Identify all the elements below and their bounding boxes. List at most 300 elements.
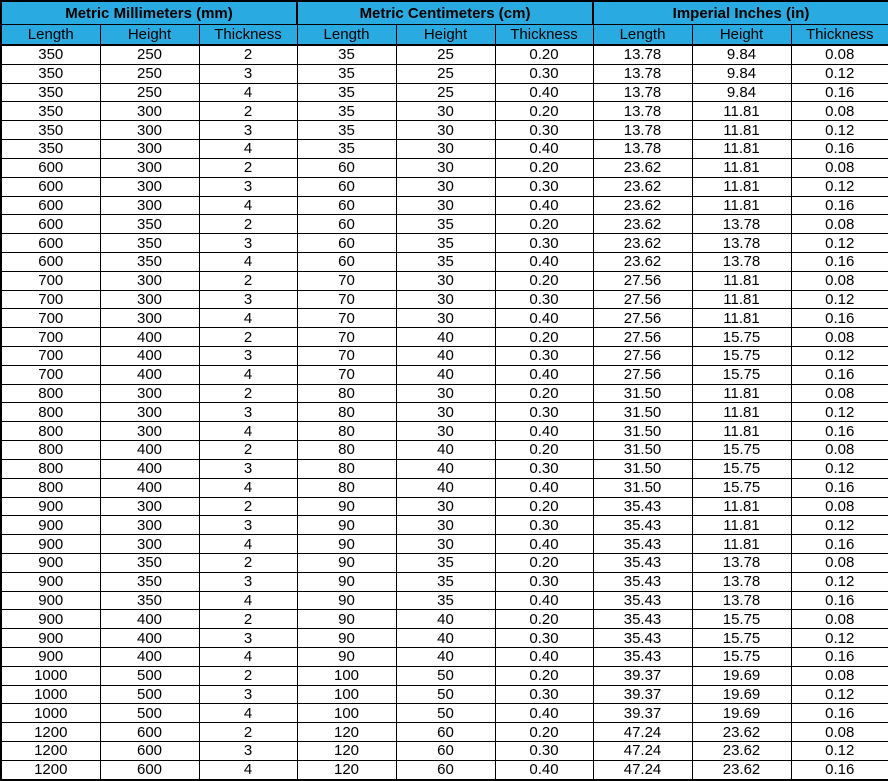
cell: 0.40	[495, 422, 593, 441]
cell: 30	[396, 102, 495, 121]
cell: 0.20	[495, 158, 593, 177]
table-row	[1, 704, 888, 723]
table-row	[1, 760, 888, 780]
cell: 2	[199, 441, 297, 460]
cell: 70	[297, 347, 396, 366]
cell: 9.84	[692, 83, 791, 102]
cell: 3	[199, 64, 297, 83]
table-row	[1, 45, 888, 64]
cell: 350	[1, 140, 100, 159]
cell: 900	[1, 553, 100, 572]
table-row	[1, 158, 888, 177]
table-row	[1, 83, 888, 102]
cell: 15.75	[692, 347, 791, 366]
cell: 0.08	[791, 610, 888, 629]
cell: 35	[396, 234, 495, 253]
cell: 30	[396, 290, 495, 309]
cell: 40	[396, 441, 495, 460]
cell: 1200	[1, 742, 100, 761]
cell: 300	[100, 196, 199, 215]
cell: 400	[100, 648, 199, 667]
cell: 300	[100, 403, 199, 422]
table-row	[1, 459, 888, 478]
cell: 900	[1, 516, 100, 535]
cell: 9.84	[692, 45, 791, 64]
cell: 27.56	[593, 365, 692, 384]
cell: 30	[396, 158, 495, 177]
cell: 30	[396, 535, 495, 554]
cell: 31.50	[593, 478, 692, 497]
cell: 0.40	[495, 591, 593, 610]
cell: 0.12	[791, 403, 888, 422]
cell: 0.12	[791, 685, 888, 704]
cell: 0.40	[495, 83, 593, 102]
cell: 0.20	[495, 723, 593, 742]
cell: 0.08	[791, 328, 888, 347]
cell: 23.62	[593, 196, 692, 215]
cell: 120	[297, 742, 396, 761]
cell: 80	[297, 384, 396, 403]
cell: 400	[100, 629, 199, 648]
cell: 700	[1, 271, 100, 290]
cell: 90	[297, 610, 396, 629]
cell: 23.62	[692, 723, 791, 742]
cell: 0.16	[791, 535, 888, 554]
cell: 2	[199, 158, 297, 177]
cell: 350	[100, 591, 199, 610]
cell: 4	[199, 478, 297, 497]
cell: 0.40	[495, 140, 593, 159]
cell: 0.30	[495, 516, 593, 535]
cell: 300	[100, 309, 199, 328]
cell: 0.08	[791, 45, 888, 64]
cell: 0.16	[791, 365, 888, 384]
cell: 2	[199, 666, 297, 685]
column-header-mm-thickness: Thickness	[199, 25, 297, 46]
table-row	[1, 666, 888, 685]
cell: 0.12	[791, 629, 888, 648]
cell: 0.08	[791, 666, 888, 685]
cell: 900	[1, 591, 100, 610]
cell: 13.78	[692, 572, 791, 591]
table-row	[1, 648, 888, 667]
cell: 300	[100, 422, 199, 441]
cell: 30	[396, 140, 495, 159]
cell: 70	[297, 271, 396, 290]
column-header-in-length: Length	[593, 25, 692, 46]
cell: 0.20	[495, 497, 593, 516]
cell: 4	[199, 83, 297, 102]
cell: 35	[297, 83, 396, 102]
cell: 13.78	[692, 234, 791, 253]
cell: 30	[396, 403, 495, 422]
cell: 60	[297, 158, 396, 177]
cell: 0.20	[495, 553, 593, 572]
table-row	[1, 121, 888, 140]
cell: 0.40	[495, 309, 593, 328]
cell: 13.78	[593, 102, 692, 121]
cell: 700	[1, 365, 100, 384]
cell: 13.78	[692, 591, 791, 610]
cell: 60	[297, 196, 396, 215]
cell: 350	[1, 83, 100, 102]
cell: 300	[100, 121, 199, 140]
table-row	[1, 742, 888, 761]
cell: 0.20	[495, 102, 593, 121]
cell: 2	[199, 328, 297, 347]
cell: 27.56	[593, 309, 692, 328]
cell: 3	[199, 572, 297, 591]
table-row	[1, 553, 888, 572]
cell: 4	[199, 535, 297, 554]
cell: 1200	[1, 723, 100, 742]
column-header-cm-thickness: Thickness	[495, 25, 593, 46]
cell: 0.08	[791, 441, 888, 460]
cell: 350	[1, 45, 100, 64]
table-row	[1, 177, 888, 196]
cell: 0.12	[791, 459, 888, 478]
section-title-in: Imperial Inches (in)	[593, 1, 888, 25]
cell: 350	[1, 64, 100, 83]
cell: 0.08	[791, 723, 888, 742]
cell: 350	[100, 234, 199, 253]
cell: 47.24	[593, 723, 692, 742]
cell: 11.81	[692, 384, 791, 403]
table-row	[1, 591, 888, 610]
cell: 0.40	[495, 535, 593, 554]
table-row	[1, 252, 888, 271]
cell: 0.12	[791, 177, 888, 196]
cell: 70	[297, 328, 396, 347]
cell: 900	[1, 648, 100, 667]
table-row	[1, 140, 888, 159]
table-row	[1, 215, 888, 234]
cell: 90	[297, 591, 396, 610]
cell: 0.12	[791, 290, 888, 309]
cell: 90	[297, 648, 396, 667]
cell: 35	[396, 553, 495, 572]
cell: 800	[1, 459, 100, 478]
cell: 3	[199, 177, 297, 196]
cell: 90	[297, 553, 396, 572]
cell: 4	[199, 591, 297, 610]
table-row	[1, 234, 888, 253]
cell: 0.12	[791, 64, 888, 83]
table-row	[1, 384, 888, 403]
cell: 700	[1, 328, 100, 347]
cell: 2	[199, 497, 297, 516]
cell: 600	[100, 723, 199, 742]
table-row	[1, 685, 888, 704]
cell: 3	[199, 403, 297, 422]
cell: 4	[199, 309, 297, 328]
cell: 11.81	[692, 102, 791, 121]
cell: 800	[1, 403, 100, 422]
table-row	[1, 347, 888, 366]
cell: 13.78	[692, 553, 791, 572]
cell: 4	[199, 648, 297, 667]
cell: 50	[396, 704, 495, 723]
cell: 300	[100, 497, 199, 516]
cell: 4	[199, 704, 297, 723]
cell: 31.50	[593, 403, 692, 422]
cell: 35	[396, 572, 495, 591]
column-header-row	[1, 25, 888, 46]
table-row	[1, 309, 888, 328]
cell: 600	[100, 742, 199, 761]
cell: 11.81	[692, 158, 791, 177]
cell: 35.43	[593, 648, 692, 667]
cell: 350	[100, 215, 199, 234]
cell: 0.16	[791, 140, 888, 159]
cell: 19.69	[692, 704, 791, 723]
cell: 40	[396, 610, 495, 629]
cell: 23.62	[593, 158, 692, 177]
cell: 35.43	[593, 591, 692, 610]
cell: 0.30	[495, 347, 593, 366]
table-row	[1, 610, 888, 629]
cell: 800	[1, 441, 100, 460]
cell: 300	[100, 271, 199, 290]
cell: 3	[199, 347, 297, 366]
cell: 25	[396, 64, 495, 83]
cell: 3	[199, 290, 297, 309]
cell: 1000	[1, 685, 100, 704]
cell: 0.30	[495, 234, 593, 253]
cell: 0.30	[495, 290, 593, 309]
cell: 40	[396, 328, 495, 347]
cell: 0.16	[791, 478, 888, 497]
cell: 9.84	[692, 64, 791, 83]
table-row	[1, 403, 888, 422]
cell: 0.16	[791, 704, 888, 723]
cell: 40	[396, 347, 495, 366]
cell: 300	[100, 516, 199, 535]
cell: 80	[297, 441, 396, 460]
cell: 31.50	[593, 422, 692, 441]
cell: 35	[396, 215, 495, 234]
cell: 60	[396, 742, 495, 761]
cell: 30	[396, 271, 495, 290]
cell: 47.24	[593, 760, 692, 780]
cell: 400	[100, 610, 199, 629]
cell: 400	[100, 459, 199, 478]
cell: 0.08	[791, 497, 888, 516]
cell: 0.12	[791, 121, 888, 140]
cell: 50	[396, 685, 495, 704]
cell: 13.78	[593, 121, 692, 140]
cell: 23.62	[593, 215, 692, 234]
cell: 0.16	[791, 309, 888, 328]
table-row	[1, 535, 888, 554]
cell: 15.75	[692, 478, 791, 497]
cell: 11.81	[692, 177, 791, 196]
cell: 350	[1, 121, 100, 140]
cell: 400	[100, 441, 199, 460]
cell: 700	[1, 290, 100, 309]
cell: 350	[100, 252, 199, 271]
cell: 15.75	[692, 629, 791, 648]
column-header-in-height: Height	[692, 25, 791, 46]
cell: 0.40	[495, 196, 593, 215]
cell: 0.30	[495, 403, 593, 422]
cell: 100	[297, 666, 396, 685]
cell: 0.20	[495, 45, 593, 64]
cell: 27.56	[593, 328, 692, 347]
cell: 90	[297, 497, 396, 516]
cell: 2	[199, 45, 297, 64]
cell: 11.81	[692, 516, 791, 535]
cell: 600	[1, 177, 100, 196]
cell: 350	[100, 553, 199, 572]
cell: 3	[199, 459, 297, 478]
cell: 60	[297, 234, 396, 253]
cell: 300	[100, 158, 199, 177]
cell: 600	[1, 215, 100, 234]
cell: 300	[100, 535, 199, 554]
cell: 120	[297, 723, 396, 742]
cell: 2	[199, 271, 297, 290]
cell: 35	[297, 102, 396, 121]
table-row	[1, 102, 888, 121]
cell: 15.75	[692, 365, 791, 384]
cell: 0.12	[791, 516, 888, 535]
cell: 0.20	[495, 328, 593, 347]
cell: 15.75	[692, 610, 791, 629]
cell: 0.20	[495, 441, 593, 460]
cell: 300	[100, 102, 199, 121]
cell: 31.50	[593, 459, 692, 478]
cell: 23.62	[593, 177, 692, 196]
cell: 40	[396, 478, 495, 497]
cell: 500	[100, 704, 199, 723]
cell: 30	[396, 121, 495, 140]
cell: 0.16	[791, 422, 888, 441]
cell: 800	[1, 384, 100, 403]
cell: 0.12	[791, 742, 888, 761]
cell: 3	[199, 629, 297, 648]
cell: 600	[100, 760, 199, 780]
cell: 70	[297, 365, 396, 384]
cell: 11.81	[692, 422, 791, 441]
cell: 23.62	[692, 742, 791, 761]
cell: 25	[396, 45, 495, 64]
cell: 40	[396, 648, 495, 667]
cell: 31.50	[593, 384, 692, 403]
cell: 35	[297, 64, 396, 83]
cell: 3	[199, 234, 297, 253]
cell: 30	[396, 516, 495, 535]
cell: 0.30	[495, 742, 593, 761]
cell: 100	[297, 685, 396, 704]
cell: 250	[100, 45, 199, 64]
cell: 300	[100, 290, 199, 309]
cell: 13.78	[593, 45, 692, 64]
cell: 0.40	[495, 365, 593, 384]
cell: 27.56	[593, 290, 692, 309]
cell: 19.69	[692, 666, 791, 685]
cell: 35	[297, 140, 396, 159]
cell: 600	[1, 252, 100, 271]
table-row	[1, 629, 888, 648]
cell: 11.81	[692, 497, 791, 516]
cell: 900	[1, 497, 100, 516]
cell: 0.12	[791, 234, 888, 253]
cell: 15.75	[692, 648, 791, 667]
table-row	[1, 516, 888, 535]
cell: 4	[199, 760, 297, 780]
cell: 4	[199, 365, 297, 384]
section-title-cm: Metric Centimeters (cm)	[297, 1, 593, 25]
table-row	[1, 196, 888, 215]
cell: 0.40	[495, 252, 593, 271]
cell: 400	[100, 328, 199, 347]
cell: 0.30	[495, 64, 593, 83]
cell: 11.81	[692, 309, 791, 328]
cell: 30	[396, 497, 495, 516]
cell: 35.43	[593, 610, 692, 629]
cell: 13.78	[593, 83, 692, 102]
cell: 27.56	[593, 347, 692, 366]
table-row	[1, 328, 888, 347]
cell: 13.78	[593, 140, 692, 159]
cell: 35.43	[593, 629, 692, 648]
column-header-cm-length: Length	[297, 25, 396, 46]
cell: 0.30	[495, 177, 593, 196]
cell: 60	[297, 177, 396, 196]
table-row	[1, 365, 888, 384]
cell: 1000	[1, 704, 100, 723]
cell: 300	[100, 140, 199, 159]
cell: 30	[396, 422, 495, 441]
cell: 35.43	[593, 553, 692, 572]
cell: 4	[199, 196, 297, 215]
section-title-row	[1, 1, 888, 25]
cell: 0.08	[791, 158, 888, 177]
cell: 400	[100, 347, 199, 366]
cell: 11.81	[692, 290, 791, 309]
cell: 60	[396, 760, 495, 780]
cell: 900	[1, 629, 100, 648]
cell: 800	[1, 478, 100, 497]
cell: 11.81	[692, 403, 791, 422]
cell: 40	[396, 629, 495, 648]
cell: 0.30	[495, 629, 593, 648]
cell: 600	[1, 196, 100, 215]
table-row	[1, 497, 888, 516]
cell: 70	[297, 290, 396, 309]
cell: 4	[199, 252, 297, 271]
cell: 0.30	[495, 121, 593, 140]
cell: 350	[100, 572, 199, 591]
cell: 35.43	[593, 516, 692, 535]
cell: 15.75	[692, 328, 791, 347]
table-row	[1, 271, 888, 290]
cell: 80	[297, 478, 396, 497]
cell: 25	[396, 83, 495, 102]
cell: 15.75	[692, 459, 791, 478]
cell: 0.16	[791, 760, 888, 780]
cell: 900	[1, 610, 100, 629]
cell: 11.81	[692, 535, 791, 554]
table-row	[1, 723, 888, 742]
cell: 700	[1, 347, 100, 366]
cell: 4	[199, 422, 297, 441]
cell: 11.81	[692, 121, 791, 140]
cell: 90	[297, 572, 396, 591]
cell: 0.16	[791, 648, 888, 667]
cell: 60	[297, 252, 396, 271]
